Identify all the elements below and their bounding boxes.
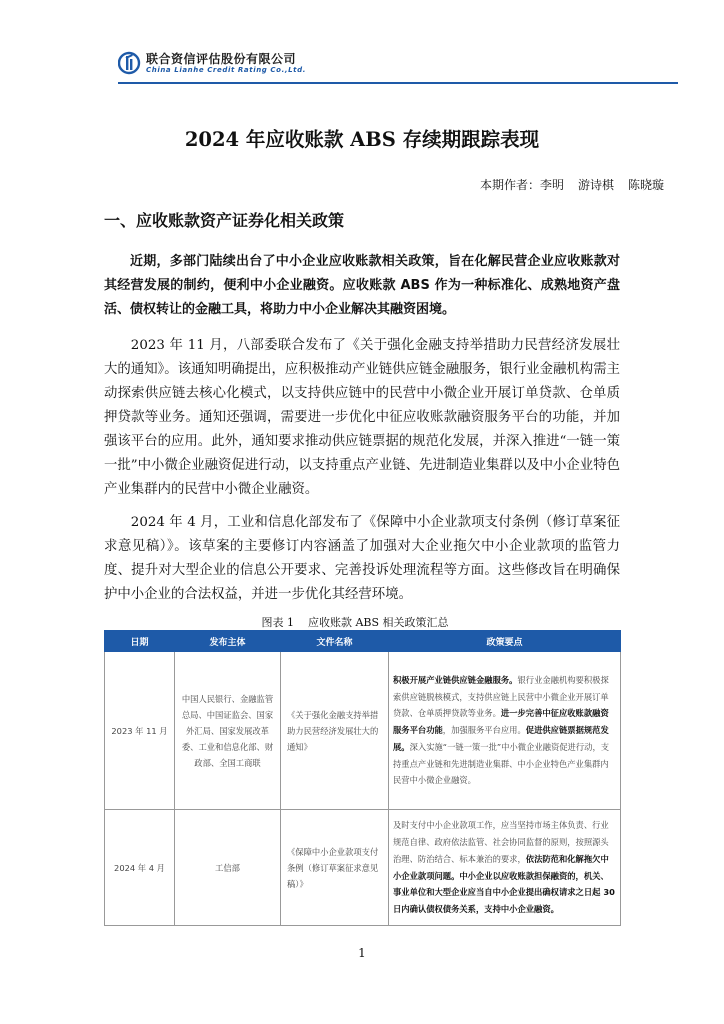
point-text: 及时支付中小企业款项工作，应当坚持市场主体负责、行业规范自律、政府依法监管、社会协同监督的原则，按照源头治理、防治结合、标本兼治的要求， (393, 820, 609, 864)
company-name-cn: 联合资信评估股份有限公司 (146, 52, 297, 66)
author-name: 游诗棋 (577, 178, 614, 192)
body-paragraph: 2023 年 11 月，八部委联合发布了《关于强化金融支持举措助力民营经济发展壮大的通知》。该通知明确提出，应积极推动产业链供应链金融服务，银行业金融机构需主动探索供应链去核心化模式，以支持供应链中的民营中小微企业开展订单贷款、仓单质押贷款等业务。通知还强调，需要进一步优化中征应收账款融资服务平台的功能，并加强该平台的应用。此外，通知要求推动供应链票据的规范化发展，并深入推进“一链一策一批”中小微企业融资促进行动，以支持重点产业链、先进制造业集群以及中小企业特色产业集群内的民营中小微企业融资。 (104, 338, 620, 497)
cell-issuer: 工信部 (175, 810, 281, 926)
table-header-row (105, 631, 621, 652)
cell-date: 2023 年 11 月 (105, 652, 175, 810)
cell-issuer: 中国人民银行、金融监管总局、中国证监会、国家外汇局、国家发展改革委、工业和信息化部、财政部、全国工商联 (175, 652, 281, 810)
header-divider (118, 82, 678, 84)
report-title: 2024 年应收账款 ABS 存续期跟踪表现 (184, 128, 540, 151)
author-name: 陈晓璇 (627, 178, 664, 192)
company-name-en: China Lianhe Credit Rating Co.,Ltd. (146, 66, 306, 74)
column-header-document: 文件名称 (281, 631, 389, 652)
section-heading: 一、应收账款资产证券化相关政策 (104, 211, 345, 230)
point-text: 依法防范和化解拖欠中小企业款项问题。中小企业以应收账款担保融资的，机关、事业单位和大型企业应当自中小企业提出确权请求之日起 30 日内确认债权债务关系，支持中小企业融资。 (393, 853, 615, 915)
figure-caption (0, 614, 724, 630)
table-row (105, 810, 621, 926)
cell-points (389, 652, 621, 810)
cell-points (389, 810, 621, 926)
policy-summary-table (104, 630, 621, 926)
point-text: ，加强服务平台应用。 (442, 725, 526, 736)
cell-document: 《关于强化金融支持举措助力民营经济发展壮大的通知》 (281, 652, 389, 810)
authors-label: 本期作者：李明 (479, 178, 564, 192)
authors-line (466, 176, 664, 193)
column-header-date: 日期 (105, 631, 175, 652)
figure-title: 应收账款 ABS 相关政策汇总 (307, 616, 449, 629)
point-text: 银行业金融机构要积极探索供应链脱核模式，支持供应链上民营中小微企业开展订单贷款、仓单质押贷款等业务。 (393, 674, 609, 719)
point-text: 进一步完善中征应收账款融资服务平台功能 (393, 708, 609, 736)
page-header (118, 44, 678, 84)
page-number: 1 (358, 946, 366, 960)
body-paragraph: 2024 年 4 月，工业和信息化部发布了《保障中小企业款项支付条例（修订草案征求意见稿）》。该草案的主要修订内容涵盖了加强对大企业拖欠中小企业款项的监管力度、提升对大型企业的信息公开要求、完善投诉处理流程等方面。这些修改旨在明确保护中小企业的合法权益，并进一步优化其经营环境。 (104, 515, 620, 602)
lead-paragraph: 近期，多部门陆续出台了中小企业应收账款相关政策，旨在化解民营企业应收账款对其经营发展的制约，便利中小企业融资。应收账款 ABS 作为一种标准化、成熟地资产盘活、债权转让的金融工具，将助力中小企业解决其融资困境。 (104, 254, 620, 317)
point-text: 深入实施“一链一策一批”中小微企业融资促进行动，支持重点产业链和先进制造业集群、中小企业特色产业集群内民营中小微企业融资。 (393, 741, 610, 786)
point-text: 积极开展产业链供应链金融服务。 (393, 674, 518, 685)
point-text: 促进供应链票据规范发展。 (393, 725, 609, 752)
cell-document: 《保障中小企业款项支付条例（修订草案征求意见稿）》 (281, 810, 389, 926)
figure-label: 图表 1 (261, 616, 294, 629)
column-header-points: 政策要点 (389, 631, 621, 652)
column-header-issuer: 发布主体 (175, 631, 281, 652)
cell-date: 2024 年 4 月 (105, 810, 175, 926)
table-row (105, 652, 621, 810)
